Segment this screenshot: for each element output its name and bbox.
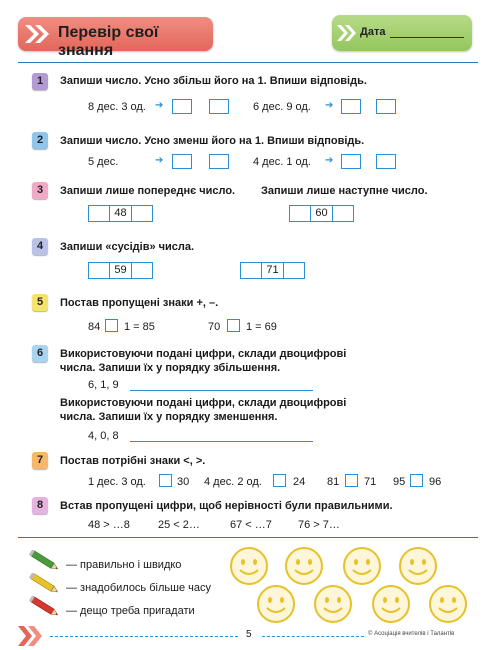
comparison-right: 71 xyxy=(364,476,377,488)
answer-box[interactable] xyxy=(240,262,262,279)
task-number-badge: 5 xyxy=(32,294,48,311)
answer-box[interactable] xyxy=(376,154,396,169)
task-instruction: Запиши «сусідів» числа. xyxy=(60,241,195,253)
answer-box[interactable] xyxy=(88,262,110,279)
task-number-badge: 1 xyxy=(32,73,48,90)
answer-line[interactable] xyxy=(130,441,313,442)
task-instruction: Постав потрібні знаки <, >. xyxy=(60,455,206,467)
answer-box[interactable] xyxy=(289,205,311,222)
answer-box[interactable] xyxy=(131,205,153,222)
arrow-icon: ➔ xyxy=(325,155,334,166)
answer-box[interactable] xyxy=(88,205,110,222)
given-digits: 6, 1, 9 xyxy=(88,379,119,391)
answer-box[interactable] xyxy=(172,99,192,114)
footer-chevron-icon xyxy=(18,626,44,646)
date-label: Дата xyxy=(360,26,386,38)
comparison-left: 81 xyxy=(327,476,340,488)
top-divider xyxy=(18,62,478,63)
comparison-left: 1 дес. 3 од. xyxy=(88,476,146,488)
given-number-cell: 48 xyxy=(109,205,132,222)
task-number-badge: 2 xyxy=(32,132,48,149)
bottom-divider xyxy=(18,537,478,538)
publisher-logo: © Асоціація вчителів і Талантів xyxy=(368,631,455,637)
date-banner xyxy=(332,15,472,51)
task-item: 4 дес. 1 од. xyxy=(253,156,311,168)
equation-right: 1 = 69 xyxy=(246,321,277,333)
arrow-icon: ➔ xyxy=(325,100,334,111)
comparison-left: 95 xyxy=(393,476,406,488)
answer-box[interactable] xyxy=(283,262,305,279)
legend-text: — правильно і швидко xyxy=(66,559,182,571)
smiley-icon[interactable] xyxy=(342,546,382,586)
answer-box[interactable] xyxy=(341,154,361,169)
legend-text: — дещо треба пригадати xyxy=(66,605,195,617)
red-pencil-icon xyxy=(28,596,62,618)
equation-left: 70 xyxy=(208,321,221,333)
answer-box[interactable] xyxy=(131,262,153,279)
answer-box[interactable] xyxy=(376,99,396,114)
sign-box[interactable] xyxy=(410,474,423,487)
task-instruction: Використовуючи подані цифри, склади двоцифрові xyxy=(60,348,347,360)
sign-box[interactable] xyxy=(345,474,358,487)
sign-box[interactable] xyxy=(159,474,172,487)
comparison-right: 30 xyxy=(177,476,190,488)
inequality[interactable]: 67 < …7 xyxy=(230,519,272,531)
given-digits: 4, 0, 8 xyxy=(88,430,119,442)
sign-box[interactable] xyxy=(273,474,286,487)
answer-box[interactable] xyxy=(209,99,229,114)
task-number-badge: 7 xyxy=(32,452,48,469)
smiley-icon[interactable] xyxy=(284,546,324,586)
green-pencil-icon xyxy=(28,550,62,572)
comparison-right: 24 xyxy=(293,476,306,488)
task-item: 8 дес. 3 од. xyxy=(88,101,146,113)
smiley-icon[interactable] xyxy=(428,584,468,624)
smiley-icon[interactable] xyxy=(371,584,411,624)
smiley-icon[interactable] xyxy=(313,584,353,624)
task-number-badge: 6 xyxy=(32,345,48,362)
equation-left: 84 xyxy=(88,321,101,333)
arrow-icon: ➔ xyxy=(155,100,164,111)
task-instruction: Запиши число. Усно зменш його на 1. Впиши відповідь. xyxy=(60,135,365,147)
task-number-badge: 4 xyxy=(32,238,48,255)
task-number-badge: 3 xyxy=(32,182,48,199)
task-instruction: Запиши число. Усно збільш його на 1. Впиши відповідь. xyxy=(60,75,367,87)
given-number-cell: 71 xyxy=(261,262,284,279)
answer-box[interactable] xyxy=(209,154,229,169)
inequality[interactable]: 25 < 2… xyxy=(158,519,200,531)
answer-box[interactable] xyxy=(332,205,354,222)
answer-line[interactable] xyxy=(130,390,313,391)
given-number-cell: 60 xyxy=(310,205,333,222)
sign-box[interactable] xyxy=(227,319,240,332)
inequality[interactable]: 48 > …8 xyxy=(88,519,130,531)
double-chevron-icon xyxy=(337,25,357,41)
task-instruction: числа. Запиши їх у порядку зменшення. xyxy=(60,411,278,423)
task-item: 6 дес. 9 од. xyxy=(253,101,311,113)
inequality[interactable]: 76 > 7… xyxy=(298,519,340,531)
comparison-right: 96 xyxy=(429,476,442,488)
yellow-pencil-icon xyxy=(28,573,62,595)
page-title: Перевір свої знання xyxy=(58,24,159,59)
date-input-line[interactable] xyxy=(390,37,464,38)
task-instruction-secondary: Запиши лише наступне число. xyxy=(261,185,428,197)
given-number-cell: 59 xyxy=(109,262,132,279)
smiley-icon[interactable] xyxy=(229,546,269,586)
comparison-left: 4 дес. 2 од. xyxy=(204,476,262,488)
legend-text: — знадобилось більше часу xyxy=(66,582,211,594)
answer-box[interactable] xyxy=(172,154,192,169)
arrow-icon: ➔ xyxy=(155,155,164,166)
task-number-badge: 8 xyxy=(32,497,48,514)
answer-box[interactable] xyxy=(341,99,361,114)
smiley-icon[interactable] xyxy=(256,584,296,624)
task-instruction: Запиши лише попереднє число. xyxy=(60,185,236,197)
smiley-icon[interactable] xyxy=(398,546,438,586)
equation-right: 1 = 85 xyxy=(124,321,155,333)
double-chevron-icon xyxy=(25,25,51,43)
task-instruction: Використовуючи подані цифри, склади двоцифрові xyxy=(60,397,347,409)
task-instruction: Встав пропущені цифри, щоб нерівності були правильними. xyxy=(60,500,393,512)
footer-line-left xyxy=(50,636,238,637)
task-instruction: числа. Запиши їх у порядку збільшення. xyxy=(60,362,281,374)
task-instruction: Постав пропущені знаки +, –. xyxy=(60,297,219,309)
task-item: 5 дес. xyxy=(88,156,119,168)
sign-box[interactable] xyxy=(105,319,118,332)
title-banner xyxy=(18,17,213,59)
footer-line-right xyxy=(262,636,364,637)
page-number: 5 xyxy=(246,629,252,640)
